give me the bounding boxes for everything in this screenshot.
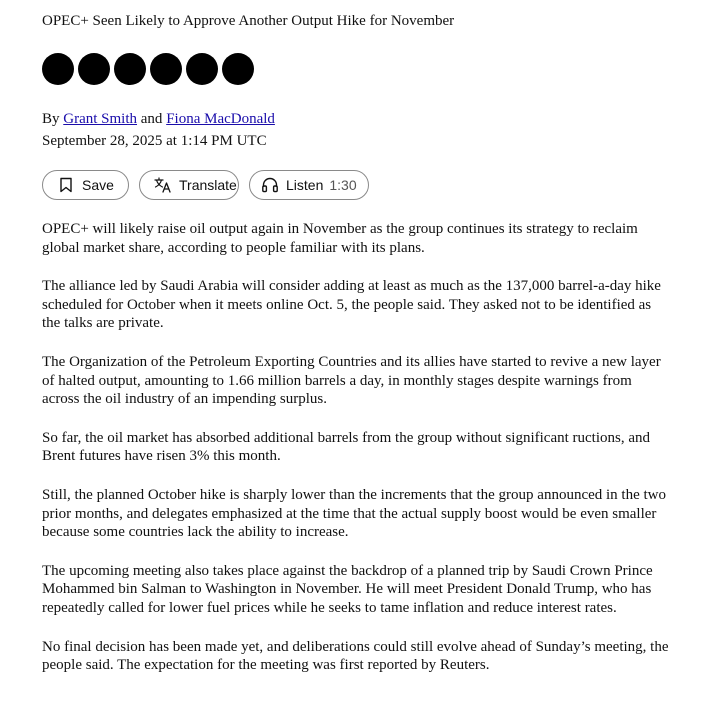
paragraph: The upcoming meeting also takes place against the backdrop of a planned trip by Saudi Crown Prince Mohammed bin Salman to Washington in November. He will meet President Donald Trump, who has repeatedly called for lower fuel prices while he seeks to tame inflation and reduce interest rates.	[42, 562, 653, 616]
author-link-grant-smith[interactable]: Grant Smith	[63, 111, 138, 127]
share-dot[interactable]	[78, 53, 110, 85]
share-dot[interactable]	[114, 53, 146, 85]
author-link-fiona-macdonald[interactable]: Fiona MacDonald	[166, 111, 275, 127]
share-dot[interactable]	[222, 53, 254, 85]
article-body	[42, 220, 672, 695]
paragraph: OPEC+ will likely raise oil output again in November as the group continues its strategy to reclaim global market share, according to people familiar with its plans.	[42, 221, 638, 256]
article-actions	[42, 170, 369, 200]
paragraph: Still, the planned October hike is sharply lower than the increments that the group announced in the two prior months, and delegates emphasized at the time that the actual supply boost would be even smaller because some countries lack the ability to increase.	[42, 486, 667, 541]
paragraph: No final decision has been made yet, and deliberations could still evolve ahead of Sunday’s meeting, the people said. The expectation for the meeting was first reported by Reuters.	[42, 638, 669, 674]
translate-label: Translate	[179, 177, 237, 193]
paragraph: So far, the oil market has absorbed additional barrels from the group without significant ructions, and Brent futures have risen 3% this month.	[42, 429, 650, 465]
paragraph: The Organization of the Petroleum Exporting Countries and its allies have started to revive a new layer of halted output, amounting to 1.66 million barrels a day, in monthly stages despite warnings from across the oil industry of an impending surplus.	[42, 353, 661, 408]
translate-button[interactable]	[139, 170, 239, 200]
listen-button[interactable]	[249, 170, 369, 200]
paragraph: The alliance led by Saudi Arabia will consider adding at least as much as the 137,000 barrel-a-day hike scheduled for October when it meets online Oct. 5, the people said. They asked not to be identified as the talks are private.	[42, 278, 661, 332]
headphones-icon	[261, 176, 279, 194]
save-label: Save	[82, 177, 114, 193]
headline: OPEC+ Seen Likely to Approve Another Output Hike for November	[42, 13, 455, 29]
publish-date: September 28, 2025 at 1:14 PM UTC	[42, 133, 267, 149]
share-dot[interactable]	[150, 53, 182, 85]
bookmark-icon	[57, 176, 75, 194]
share-dot[interactable]	[186, 53, 218, 85]
listen-duration: 1:30	[329, 177, 357, 193]
share-dot[interactable]	[42, 53, 74, 85]
byline-prefix: By	[42, 111, 60, 127]
share-dots-row	[42, 53, 254, 85]
listen-label: Listen	[286, 177, 324, 193]
translate-icon	[154, 176, 172, 194]
byline-joiner: and	[140, 111, 163, 127]
save-button[interactable]	[42, 170, 129, 200]
byline	[42, 109, 275, 129]
